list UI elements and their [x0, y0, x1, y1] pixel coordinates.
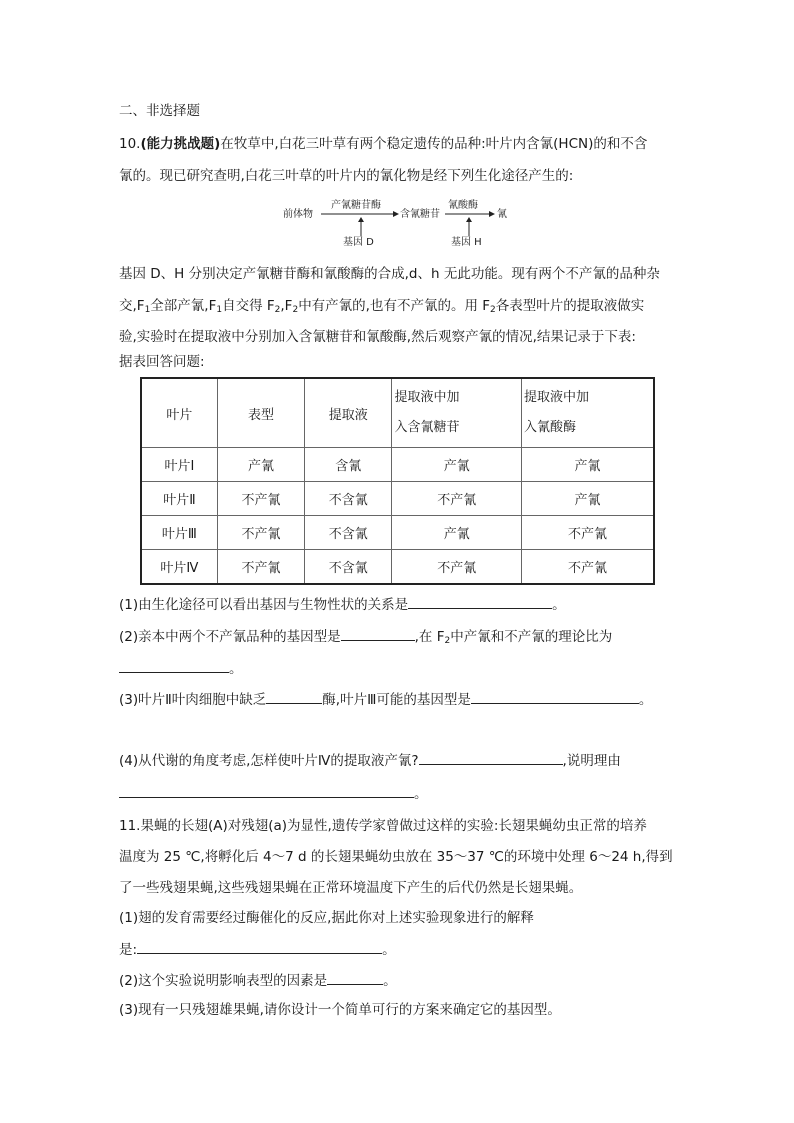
- text-fragment: ,F: [280, 298, 293, 314]
- table-cell: 不含氰: [305, 550, 392, 585]
- table-row: [141, 482, 654, 516]
- question-text: (1)由生化途径可以看出基因与生物性状的关系是: [119, 597, 409, 613]
- q11-sub-question-3: (3)现有一只残翅雄果蝇,请你设计一个简单可行的方案来确定它的基因型。: [119, 1002, 561, 1018]
- answer-blank[interactable]: [327, 970, 383, 985]
- subscript: 1: [144, 305, 151, 315]
- q11-sub-question-1: (1)翅的发育需要经过酶催化的反应,据此你对上述实验现象进行的解释: [119, 910, 534, 926]
- table-cell: 不产氰: [217, 482, 304, 516]
- q10-sub-question-2: [119, 626, 679, 651]
- pathway-gene-d: 基因 D: [343, 237, 374, 248]
- header-text: 提取液中加: [523, 390, 589, 405]
- section-title: 二、非选择题: [119, 103, 200, 119]
- answer-blank[interactable]: [266, 689, 322, 704]
- subscript: 2: [444, 636, 451, 646]
- table-cell: 不产氰: [392, 550, 522, 585]
- period: 。: [638, 692, 653, 708]
- table-cell: 不含氰: [305, 482, 392, 516]
- answer-blank[interactable]: [419, 750, 563, 765]
- header-text: 入含氰糖苷: [394, 420, 460, 435]
- results-table: [140, 377, 655, 585]
- table-cell: 不产氰: [217, 550, 304, 585]
- header-cell: [521, 378, 654, 448]
- subscript: 2: [490, 305, 496, 315]
- pathway-product: 氰: [497, 209, 507, 220]
- table-row: [141, 516, 654, 550]
- pathway-diagram: [283, 200, 513, 250]
- table-row: [141, 550, 654, 585]
- q10-tag: (能力挑战题): [140, 136, 221, 152]
- q10-number: 10.: [119, 136, 141, 152]
- period: 。: [414, 786, 428, 802]
- q11-line-1: 11.果蝇的长翅(A)对残翅(a)为显性,遗传学家曾做过这样的实验:长翅果蝇幼虫正常的培养: [119, 818, 647, 834]
- q10-sub-question-1: [119, 594, 679, 615]
- table-cell: 不含氰: [305, 516, 392, 550]
- question-text: (2)这个实验说明影响表型的因素是: [119, 973, 328, 989]
- q10-paragraph-line-2: [119, 296, 679, 320]
- table-cell: 产氰: [521, 482, 654, 516]
- q10-sub-question-2-cont: [119, 658, 679, 679]
- period: 。: [552, 597, 566, 613]
- subscript: 2: [274, 305, 281, 315]
- subscript: 2: [292, 305, 299, 315]
- table-header-row: [141, 378, 654, 448]
- text-fragment: 各表型叶片的提取液做实: [495, 298, 645, 314]
- table-cell: 叶片Ⅳ: [141, 550, 217, 585]
- q10-line-1-text: 在牧草中,白花三叶草有两个稳定遗传的品种:叶片内含氰(HCN)的和不含: [220, 136, 648, 152]
- header-text: 入氰酸酶: [523, 420, 576, 435]
- question-text: ,在 F: [414, 629, 445, 645]
- q10-paragraph-line-1: 基因 D、H 分别决定产氰糖苷酶和氰酸酶的合成,d、h 无此功能。现有两个不产氰的品种杂: [119, 266, 660, 282]
- q10-paragraph-line-4: 据表回答问题:: [119, 354, 205, 370]
- q10-sub-question-4: [119, 750, 679, 771]
- answer-blank[interactable]: [408, 594, 552, 609]
- question-text: (3)叶片Ⅱ叶肉细胞中缺乏: [119, 692, 267, 708]
- question-text: 是:: [119, 942, 138, 958]
- q11-sub-question-2: [119, 970, 679, 991]
- header-cell: 叶片: [141, 378, 217, 448]
- table-cell: 含氰: [305, 448, 392, 482]
- header-cell: 表型: [217, 378, 304, 448]
- answer-blank[interactable]: [119, 783, 414, 798]
- table-cell: 产氰: [217, 448, 304, 482]
- q10-sub-question-4-cont: [119, 783, 679, 804]
- table-cell: 产氰: [521, 448, 654, 482]
- text-fragment: 全部产氰,F: [150, 298, 217, 314]
- header-text: 提取液中加: [394, 390, 460, 405]
- answer-blank[interactable]: [341, 626, 415, 641]
- table-row: [141, 448, 654, 482]
- table-cell: 产氰: [392, 516, 522, 550]
- pathway-intermediate: 含氰糖苷: [400, 209, 440, 220]
- text-fragment: 自交得 F: [222, 298, 275, 314]
- answer-blank[interactable]: [471, 689, 639, 704]
- q10-line-2: 氰的。现已研究查明,白花三叶草的叶片内的氰化物是经下列生化途径产生的:: [119, 168, 574, 184]
- header-cell: 提取液: [305, 378, 392, 448]
- table-cell: 不产氰: [392, 482, 522, 516]
- question-text: (2)亲本中两个不产氰品种的基因型是: [119, 629, 341, 645]
- q10-paragraph-line-3: 验,实验时在提取液中分别加入含氰糖苷和氰酸酶,然后观察产氰的情况,结果记录于下表:: [119, 329, 636, 345]
- question-text: 酶,叶片Ⅲ可能的基因型是: [322, 692, 471, 708]
- answer-blank[interactable]: [137, 939, 382, 954]
- table-cell: 不产氰: [521, 550, 654, 585]
- table-cell: 不产氰: [521, 516, 654, 550]
- period: 。: [383, 973, 397, 989]
- q10-sub-question-3: [119, 689, 679, 710]
- subscript: 1: [216, 305, 223, 315]
- answer-blank[interactable]: [119, 658, 229, 673]
- period: 。: [229, 661, 243, 677]
- pathway-enzyme-1: 产氰糖苷酶: [331, 200, 381, 211]
- table-cell: 产氰: [392, 448, 522, 482]
- question-text: 中产氰和不产氰的理论比为: [450, 629, 613, 645]
- text-fragment: 交,F: [119, 298, 145, 314]
- pathway-enzyme-2: 氰酸酶: [448, 200, 478, 211]
- q11-sub-question-1-cont: [119, 939, 679, 960]
- pathway-precursor: 前体物: [283, 209, 313, 220]
- header-cell: [392, 378, 522, 448]
- pathway-gene-h: 基因 H: [451, 237, 482, 248]
- question-text: ,说明理由: [562, 753, 621, 769]
- table-cell: 叶片Ⅱ: [141, 482, 217, 516]
- table-cell: 叶片Ⅲ: [141, 516, 217, 550]
- q10-line-1: [119, 134, 679, 154]
- question-text: (4)从代谢的角度考虑,怎样使叶片Ⅳ的提取液产氰?: [119, 753, 419, 769]
- period: 。: [382, 942, 396, 958]
- q11-line-2: 温度为 25 ℃,将孵化后 4～7 d 的长翅果蝇幼虫放在 35～37 ℃的环境中处理 6～24 h,得到: [119, 849, 673, 865]
- table-cell: 叶片Ⅰ: [141, 448, 217, 482]
- q11-line-3: 了一些残翅果蝇,这些残翅果蝇在正常环境温度下产生的后代仍然是长翅果蝇。: [119, 880, 583, 896]
- text-fragment: 中有产氰的,也有不产氰的。用 F: [298, 298, 491, 314]
- table-cell: 不产氰: [217, 516, 304, 550]
